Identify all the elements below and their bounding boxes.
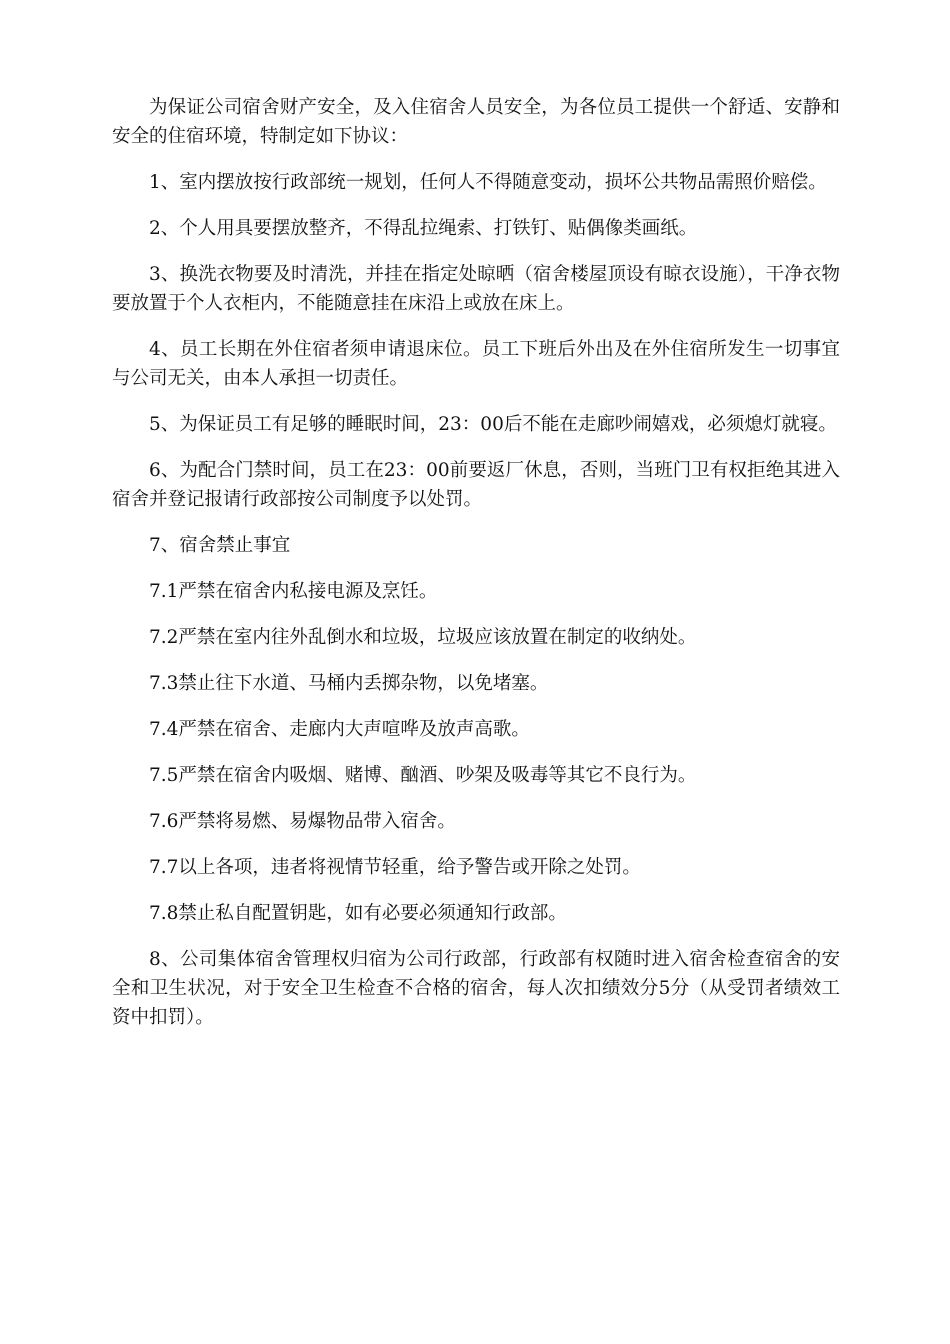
rule-8-paragraph: 8、公司集体宿舍管理权归宿为公司行政部，行政部有权随时进入宿舍检查宿舍的安全和卫生状况，对于安全卫生检查不合格的宿舍，每人次扣绩效分5分（从受罚者绩效工资中扣罚）。	[112, 949, 840, 1028]
document-body	[112, 93, 840, 1049]
rule-4-paragraph: 4、员工长期在外住宿者须申请退床位。员工下班后外出及在外住宿所发生一切事宜与公司无关，由本人承担一切责任。	[112, 339, 840, 389]
rule-6-paragraph: 6、为配合门禁时间，员工在23：00前要返厂休息，否则，当班门卫有权拒绝其进入宿舍并登记报请行政部按公司制度予以处罚。	[112, 460, 840, 510]
rule-7-3-paragraph: 7.3禁止往下水道、马桶内丢掷杂物，以免堵塞。	[149, 673, 549, 694]
rule-7-1-paragraph: 7.1严禁在宿舍内私接电源及烹饪。	[149, 581, 438, 602]
rule-7-5-paragraph: 7.5严禁在宿舍内吸烟、赌博、酗酒、吵架及吸毒等其它不良行为。	[149, 765, 697, 786]
rule-5-paragraph: 5、为保证员工有足够的睡眠时间，23：00后不能在走廊吵闹嬉戏，必须熄灯就寝。	[149, 414, 837, 435]
rule-7-4-paragraph: 7.4严禁在宿舍、走廊内大声喧哗及放声高歌。	[149, 719, 530, 740]
rule-7-7-paragraph: 7.7以上各项，违者将视情节轻重，给予警告或开除之处罚。	[149, 857, 641, 878]
rule-7-6-paragraph: 7.6严禁将易燃、易爆物品带入宿舍。	[149, 811, 456, 832]
intro-paragraph: 为保证公司宿舍财产安全，及入住宿舍人员安全，为各位员工提供一个舒适、安静和安全的住宿环境，特制定如下协议：	[112, 97, 840, 147]
rule-1-paragraph: 1、室内摆放按行政部统一规划，任何人不得随意变动，损坏公共物品需照价赔偿。	[149, 172, 827, 193]
rule-7-2-paragraph: 7.2严禁在室内往外乱倒水和垃圾，垃圾应该放置在制定的收纳处。	[149, 627, 697, 648]
rule-7-8-paragraph: 7.8禁止私自配置钥匙，如有必要必须通知行政部。	[149, 903, 567, 924]
rule-7-heading: 7、宿舍禁止事宜	[149, 535, 291, 556]
rule-3-paragraph: 3、换洗衣物要及时清洗，并挂在指定处晾晒（宿舍楼屋顶设有晾衣设施），干净衣物要放置于个人衣柜内，不能随意挂在床沿上或放在床上。	[112, 264, 840, 314]
rule-2-paragraph: 2、个人用具要摆放整齐，不得乱拉绳索、打铁钉、贴偶像类画纸。	[149, 218, 698, 239]
